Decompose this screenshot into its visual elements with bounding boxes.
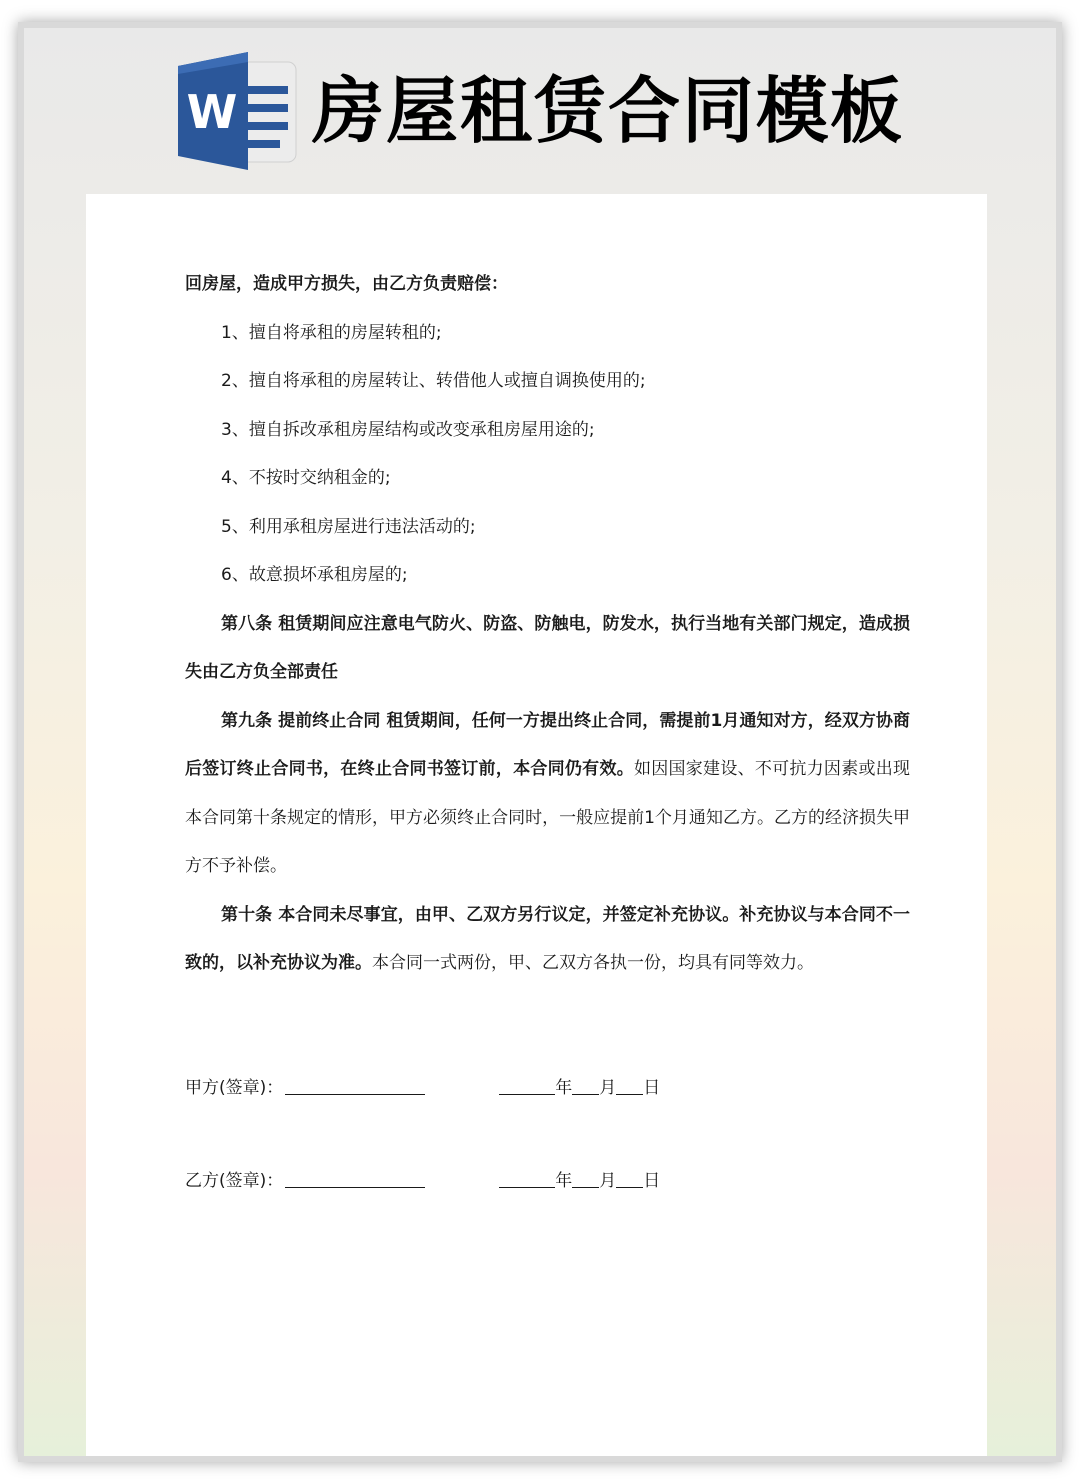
page-title: 房屋租赁合同模板 bbox=[312, 69, 905, 153]
party-b-month-label: 月 bbox=[599, 1170, 617, 1191]
party-b-signature-field[interactable] bbox=[285, 1169, 425, 1188]
article-9-bold-text: 第九条 提前终止合同 租赁期间，任何一方提出终止合同，需提前1月通知对方，经双方协商后签订终止合同书，在终止合同书签订前，本合同仍有效。 bbox=[185, 710, 910, 779]
party-a-signature-row bbox=[185, 1070, 660, 1100]
party-a-month-label: 月 bbox=[599, 1077, 617, 1098]
list-item: 4、不按时交纳租金的; bbox=[221, 468, 391, 488]
party-b-signature-row bbox=[185, 1163, 660, 1193]
party-b-year-label: 年 bbox=[555, 1170, 573, 1191]
list-item: 2、擅自将承租的房屋转让、转借他人或擅自调换使用的; bbox=[221, 371, 646, 391]
article-10 bbox=[185, 891, 910, 988]
article-9 bbox=[185, 697, 910, 891]
header bbox=[24, 28, 1056, 193]
article-9-text: 如因国家建设、不可抗力因素或出现本合同第十条规定的情形，甲方必须终止合同时，一般应提前1个月通知乙方。乙方的经济损失甲方不予补偿。 bbox=[185, 759, 911, 876]
article-10-text: 本合同一式两份，甲、乙双方各执一份，均具有同等效力。 bbox=[372, 953, 814, 973]
party-a-day-label: 日 bbox=[643, 1077, 661, 1098]
party-a-label: 甲方(签章)： bbox=[185, 1077, 284, 1098]
image-frame bbox=[24, 28, 1056, 1456]
list-item: 3、擅自拆改承租房屋结构或改变承租房屋用途的; bbox=[221, 419, 595, 440]
party-b-day-field[interactable] bbox=[616, 1169, 643, 1188]
party-b-month-field[interactable] bbox=[572, 1169, 599, 1188]
article-10-bold-text: 第十条 本合同未尽事宜，由甲、乙双方另行议定，并签定补充协议。补充协议与本合同不一致的，以补充协议为准。 bbox=[185, 904, 910, 973]
list-item: 6、故意损坏承租房屋的; bbox=[221, 565, 408, 585]
list-item: 1、擅自将承租的房屋转租的; bbox=[221, 322, 442, 343]
word-logo-icon bbox=[174, 48, 300, 174]
party-a-day-field[interactable] bbox=[616, 1076, 643, 1095]
party-a-year-label: 年 bbox=[555, 1077, 573, 1098]
word-logo-letter: W bbox=[186, 85, 238, 139]
party-b-day-label: 日 bbox=[643, 1170, 661, 1191]
party-b-year-field[interactable] bbox=[499, 1169, 555, 1188]
document-body bbox=[185, 260, 910, 988]
intro-paragraph: 回房屋，造成甲方损失，由乙方负责赔偿： bbox=[185, 274, 508, 294]
party-a-signature-field[interactable] bbox=[285, 1076, 425, 1095]
article-8: 第八条 租赁期间应注意电气防火、防盗、防触电，防发水，执行当地有关部门规定，造成损失由乙方负全部责任 bbox=[185, 613, 910, 682]
party-b-label: 乙方(签章)： bbox=[185, 1170, 284, 1191]
party-a-year-field[interactable] bbox=[499, 1076, 555, 1095]
list-item: 5、利用承租房屋进行违法活动的; bbox=[221, 516, 476, 537]
document-page bbox=[86, 194, 987, 1456]
party-a-month-field[interactable] bbox=[572, 1076, 599, 1095]
